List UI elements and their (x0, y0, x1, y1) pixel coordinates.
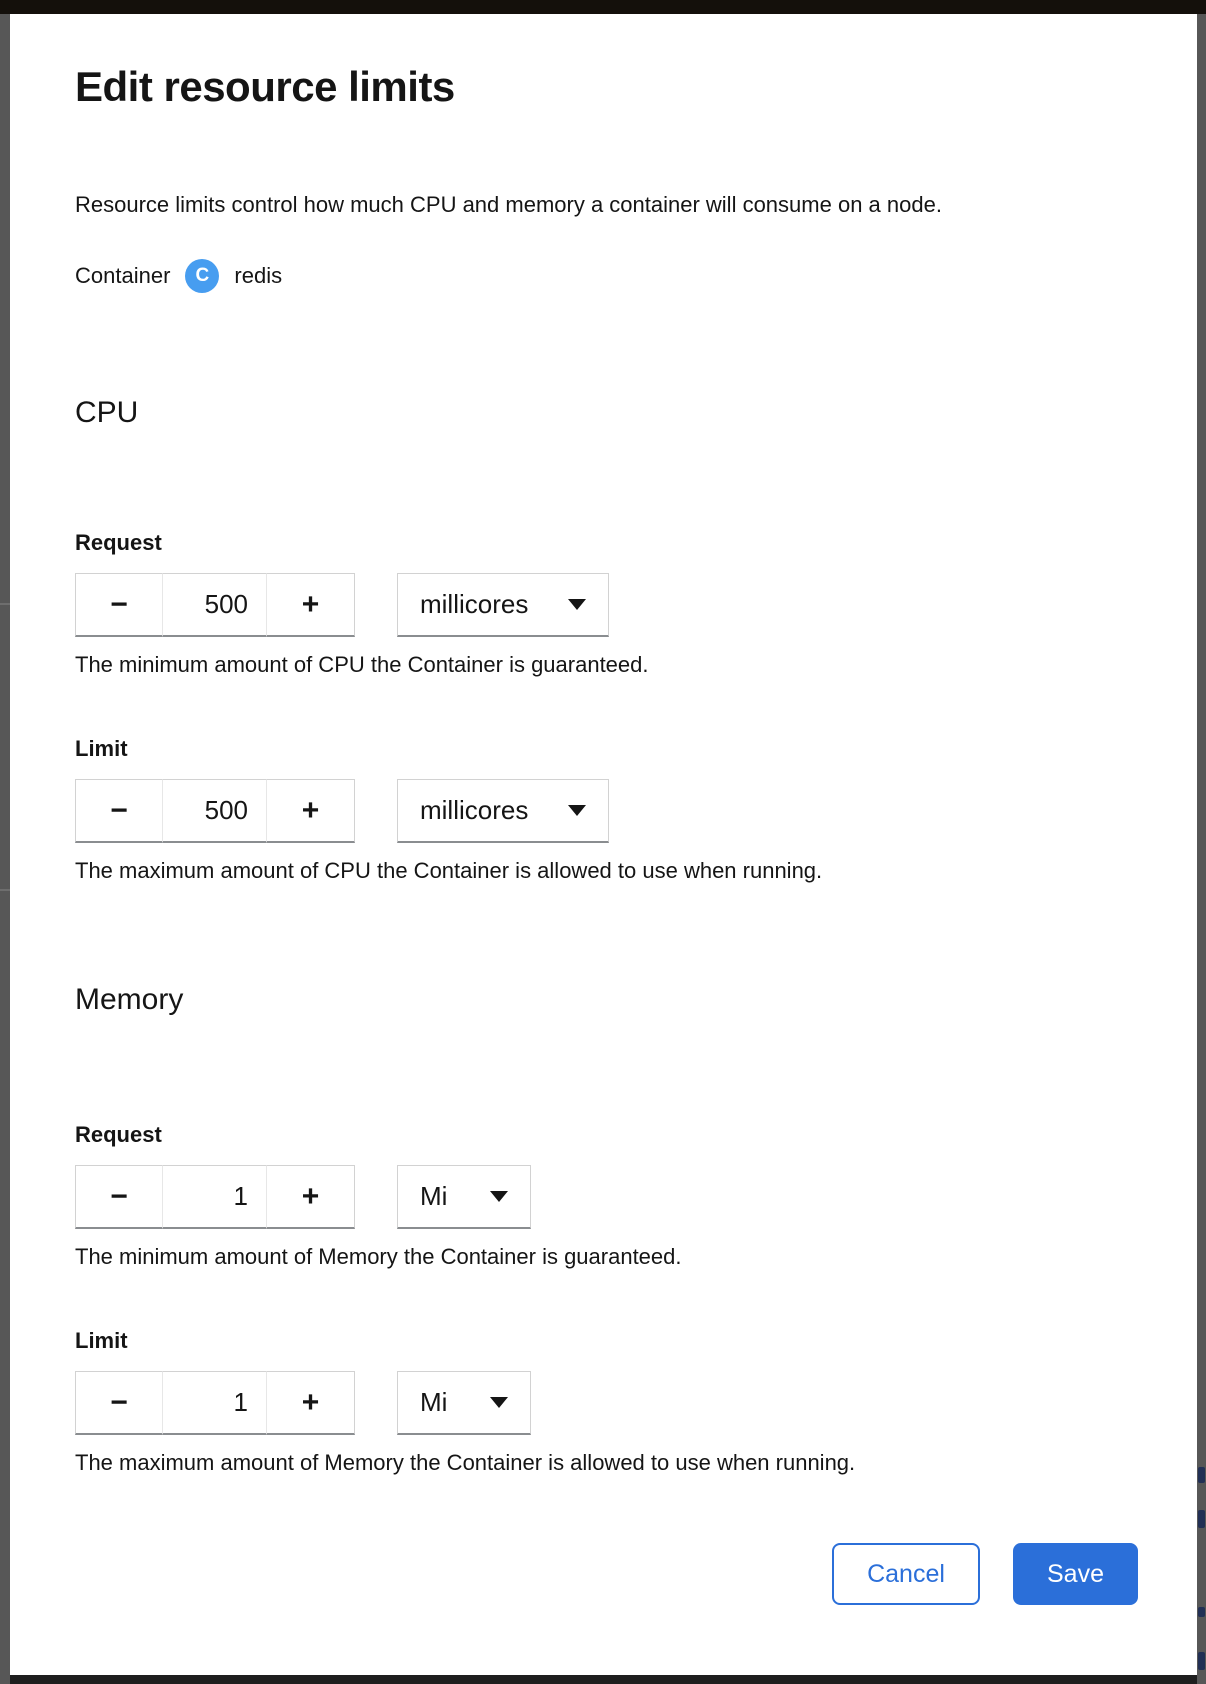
value-cell (163, 779, 267, 843)
backdrop-text-fragment (1198, 1607, 1205, 1617)
backdrop-text-fragment (1198, 1652, 1205, 1670)
unit-select-value: Mi (420, 1387, 448, 1417)
decrement-button[interactable]: − (75, 1165, 163, 1229)
container-badge-icon: C (185, 259, 219, 293)
caret-down-icon (568, 805, 586, 816)
container-label: Container (75, 263, 171, 288)
container-row (75, 258, 1138, 294)
backdrop-divider (0, 889, 10, 891)
field-label-cpu-limit: Limit (75, 736, 128, 761)
increment-button[interactable]: + (267, 779, 355, 843)
cpu-limit-number-input (75, 779, 355, 843)
memory-request-controls (75, 1165, 1138, 1229)
cpu-request-unit-select[interactable] (397, 573, 609, 637)
cpu-limit-controls (75, 779, 1138, 843)
memory-request-value-input[interactable] (163, 1166, 266, 1227)
caret-down-icon (490, 1397, 508, 1408)
cpu-limit-unit-select[interactable] (397, 779, 609, 843)
cpu-request-number-input (75, 573, 355, 637)
cpu-limit-value-input[interactable] (163, 780, 266, 841)
cpu-request-value-input[interactable] (163, 574, 266, 635)
modal-description: Resource limits control how much CPU and memory a container will consume on a node. (75, 192, 942, 217)
helper-text-memory-request: The minimum amount of Memory the Container is guaranteed. (75, 1244, 682, 1269)
helper-text-memory-limit: The maximum amount of Memory the Container is allowed to use when running. (75, 1450, 856, 1475)
caret-down-icon (490, 1191, 508, 1202)
container-name: redis (234, 263, 283, 288)
modal-footer (75, 1543, 1138, 1605)
increment-button[interactable]: + (267, 1371, 355, 1435)
unit-select-value: millicores (420, 795, 529, 825)
cancel-button[interactable]: Cancel (832, 1543, 980, 1605)
section-heading-memory: Memory (75, 983, 184, 1016)
memory-limit-controls (75, 1371, 1138, 1435)
save-button[interactable]: Save (1013, 1543, 1138, 1605)
memory-limit-value-input[interactable] (163, 1372, 266, 1433)
unit-select-value: millicores (420, 589, 529, 619)
value-cell (163, 1165, 267, 1229)
value-cell (163, 573, 267, 637)
backdrop-top (0, 0, 1206, 14)
memory-limit-unit-select[interactable] (397, 1371, 531, 1435)
decrement-button[interactable]: − (75, 779, 163, 843)
backdrop-text-fragment (1198, 1510, 1205, 1528)
section-heading-cpu: CPU (75, 396, 139, 429)
edit-resource-limits-modal (10, 14, 1197, 1675)
backdrop-left (0, 14, 10, 1684)
memory-request-number-input (75, 1165, 355, 1229)
unit-select-value: Mi (420, 1181, 448, 1211)
increment-button[interactable]: + (267, 573, 355, 637)
memory-limit-number-input (75, 1371, 355, 1435)
helper-text-cpu-request: The minimum amount of CPU the Container is guaranteed. (75, 652, 649, 677)
field-label-cpu-request: Request (75, 530, 162, 555)
value-cell (163, 1371, 267, 1435)
cpu-request-controls (75, 573, 1138, 637)
modal-title: Edit resource limits (75, 63, 455, 110)
backdrop-bottom (10, 1675, 1197, 1684)
backdrop-right (1197, 14, 1206, 1684)
backdrop-divider (0, 603, 10, 605)
field-label-memory-request: Request (75, 1122, 162, 1147)
memory-request-unit-select[interactable] (397, 1165, 531, 1229)
caret-down-icon (568, 599, 586, 610)
decrement-button[interactable]: − (75, 1371, 163, 1435)
field-label-memory-limit: Limit (75, 1328, 128, 1353)
increment-button[interactable]: + (267, 1165, 355, 1229)
decrement-button[interactable]: − (75, 573, 163, 637)
backdrop-text-fragment (1198, 1467, 1205, 1483)
helper-text-cpu-limit: The maximum amount of CPU the Container is allowed to use when running. (75, 858, 823, 883)
